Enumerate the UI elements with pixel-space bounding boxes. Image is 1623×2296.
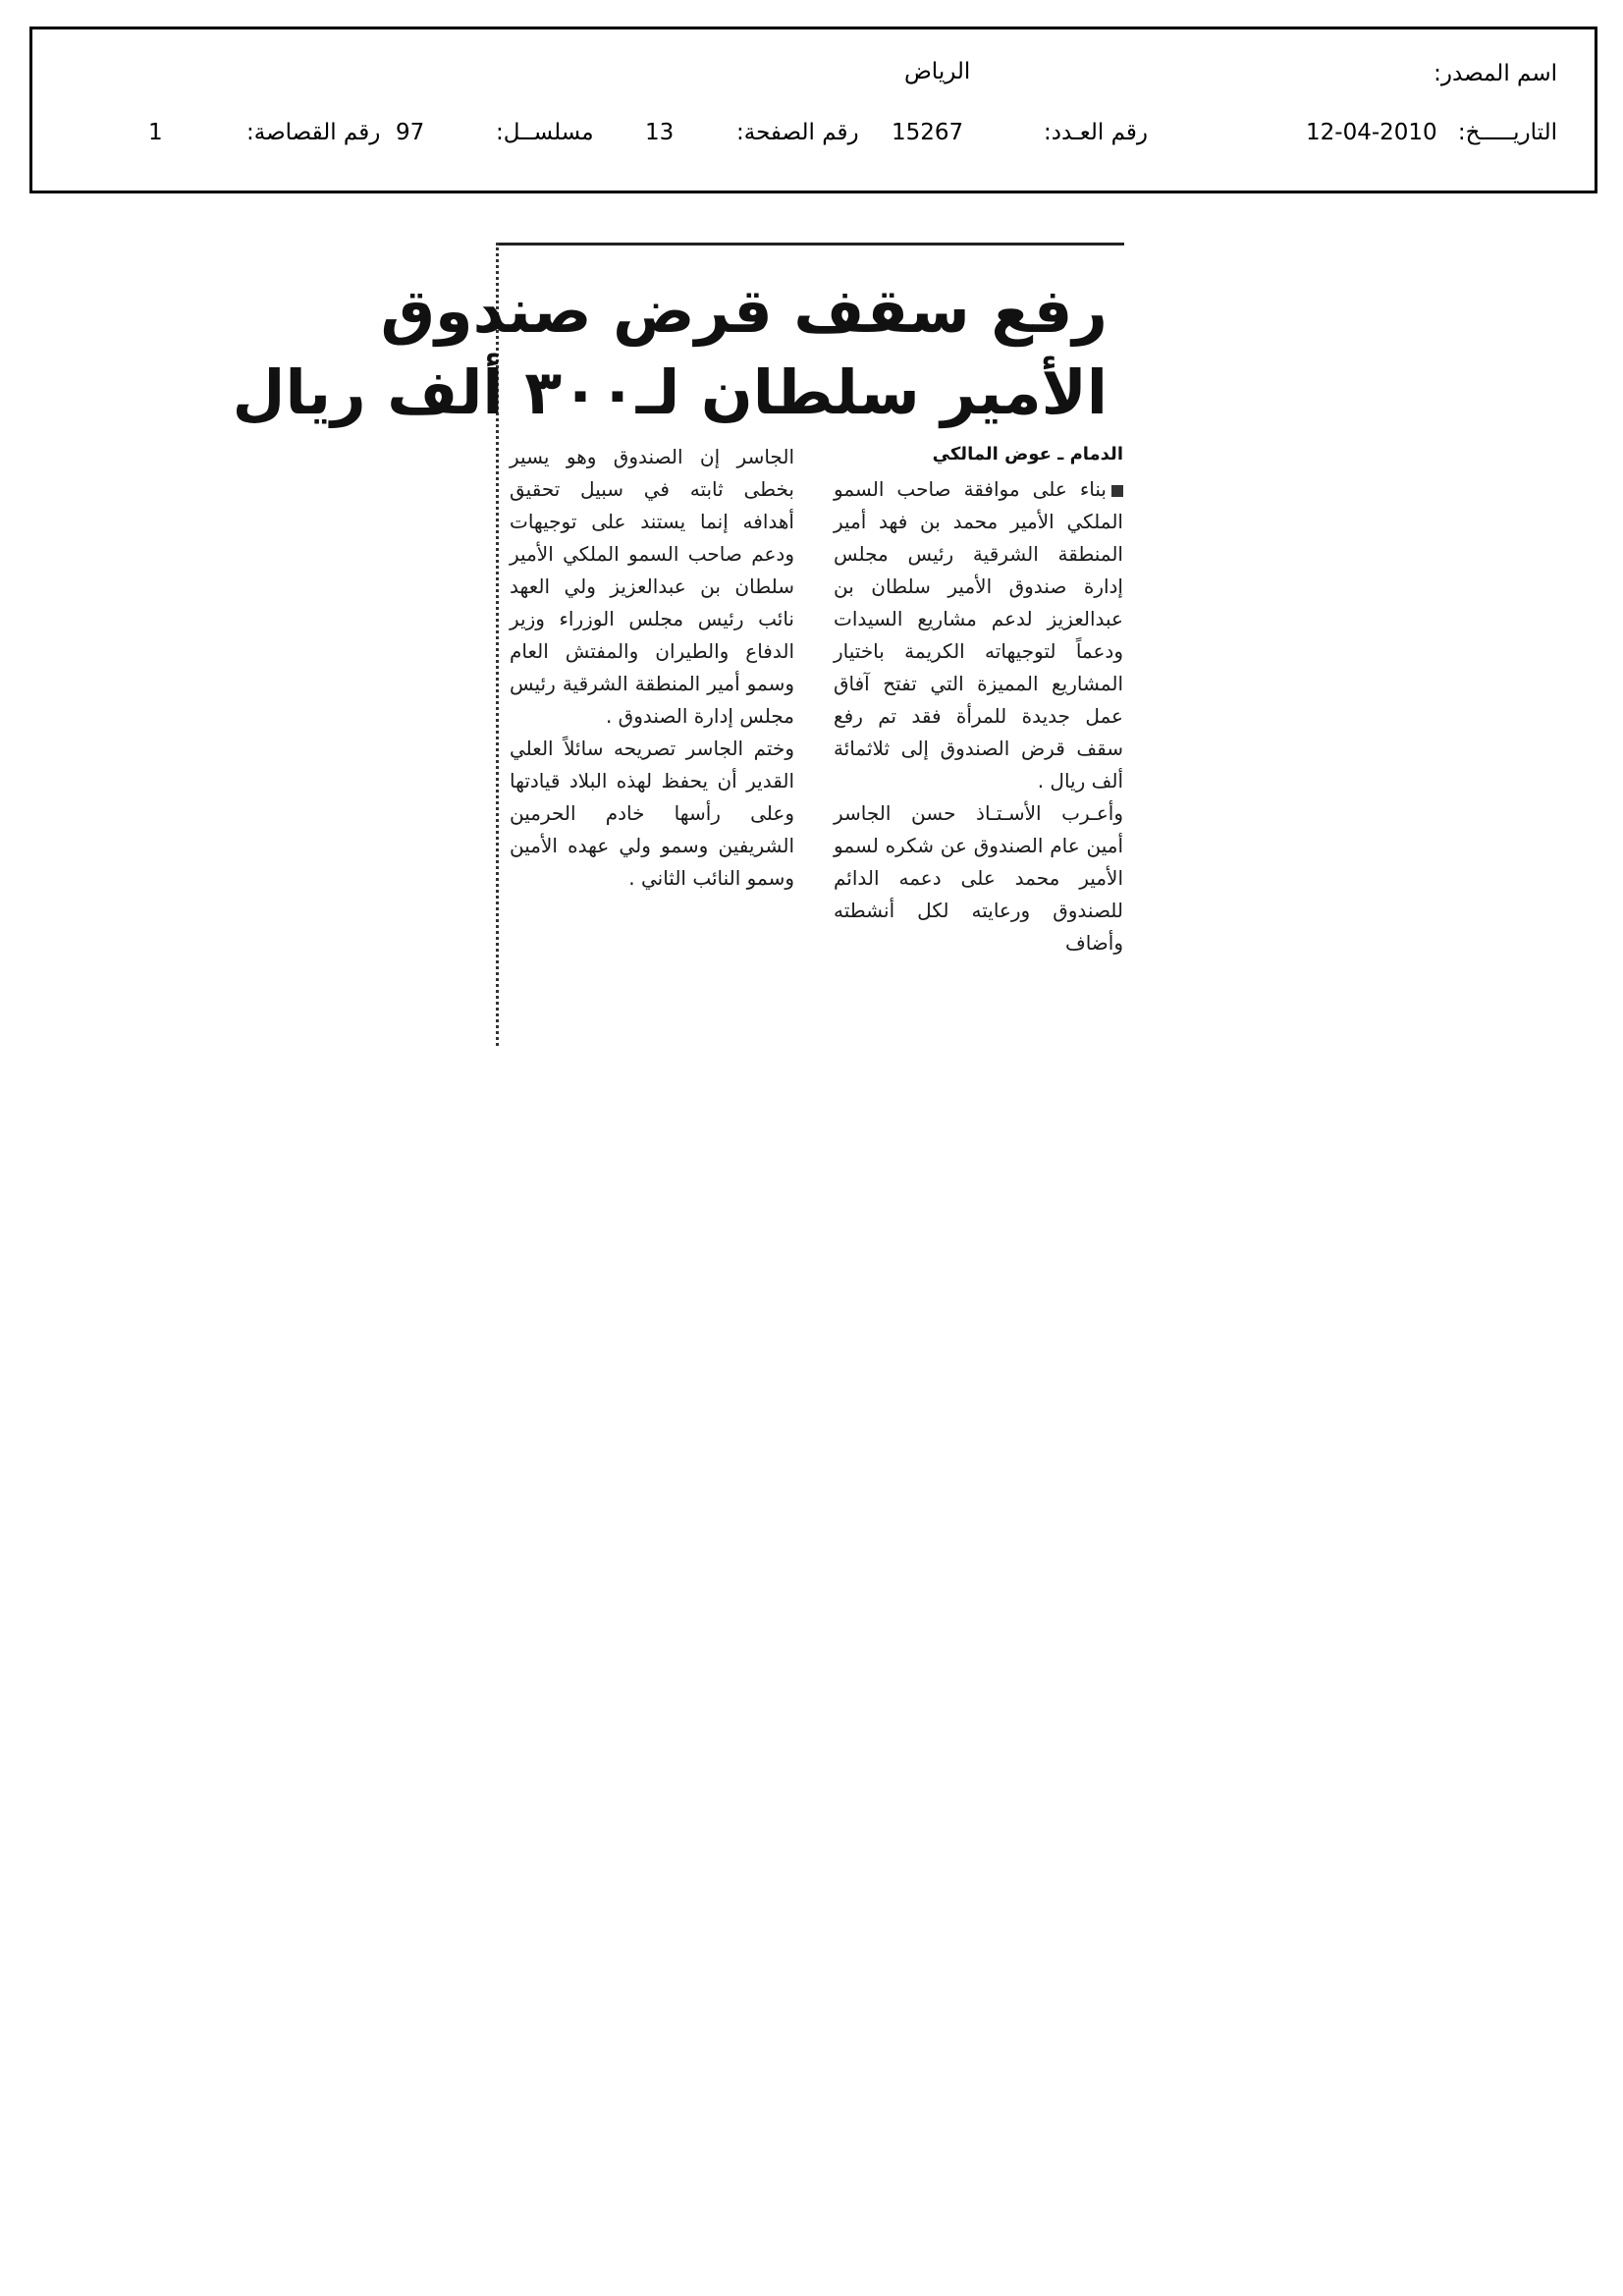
- clip-number-value: 1: [148, 120, 163, 145]
- headline-line-1: رفع سقف قرض صندوق: [380, 275, 1108, 347]
- article-column-right: [834, 473, 1123, 959]
- page-value: 13: [645, 120, 675, 145]
- source-value: الرياض: [904, 59, 971, 84]
- paragraph: وختم الجاسر تصريحه سائلاً العلي القدير أن يحفظ لهذه البلاد قيادتها وعلى رأسها خادم الحرمين الشريفين وسمو ولي عهده الأمين وسمو النائب الثاني .: [510, 737, 794, 890]
- paragraph: وأعـرب الأسـتـاذ حسن الجاسر أمين عام الصندوق عن شكره لسمو الأمير محمد على دعمه الدائم للصندوق ورعايته لكل أنشطته وأضاف: [834, 801, 1123, 955]
- serial-value: 97: [396, 120, 425, 145]
- bullet-square-icon: [1111, 485, 1123, 497]
- page-label: رقم الصفحة:: [736, 120, 859, 145]
- date-label: التاريـــــخ:: [1457, 120, 1557, 145]
- source-label: اسم المصدر:: [1434, 61, 1557, 86]
- article-column-left: [510, 441, 794, 895]
- serial-label: مسلســل:: [496, 120, 594, 145]
- headline-line-2: الأمير سلطان لـ٣٠٠ ألف ريال: [232, 356, 1108, 428]
- issue-value: 15267: [892, 120, 964, 145]
- paragraph: الجاسر إن الصندوق وهو يسير بخطى ثابته في سبيل تحقيق أهدافه إنما يستند على توجيهات ودعم صاحب السمو الملكي الأمير سلطان بن عبدالعزيز ولي العهد نائب رئيس مجلس الوزراء وزير الدفاع والطيران والمفتش العام وسمو أمير المنطقة الشرقية رئيس مجلس إدارة الصندوق .: [510, 445, 794, 728]
- top-rule: [496, 243, 1124, 246]
- newspaper-clipping: [232, 243, 1129, 1046]
- paragraph: [834, 473, 1123, 797]
- clip-number-label: رقم القصاصة:: [246, 120, 381, 145]
- clipping-header: [29, 27, 1597, 193]
- byline: الدمام ـ عوض المالكي: [932, 444, 1123, 465]
- paragraph-text: بناء على موافقة صاحب السمو الملكي الأمير محمد بن فهد أمير المنطقة الشرقية رئيس مجلس إدارة صندوق الأمير سلطان بن عبدالعزيز لدعم مشاريع السيدات ودعماً لتوجيهاته الكريمة باختيار المشاريع المميزة التي تفتح آفاق عمل جديدة للمرأة فقد تم رفع سقف قرض الصندوق إلى ثلاثمائة ألف ريال .: [834, 477, 1123, 793]
- date-value: 12-04-2010: [1306, 120, 1437, 145]
- issue-label: رقم العـدد:: [1044, 120, 1149, 145]
